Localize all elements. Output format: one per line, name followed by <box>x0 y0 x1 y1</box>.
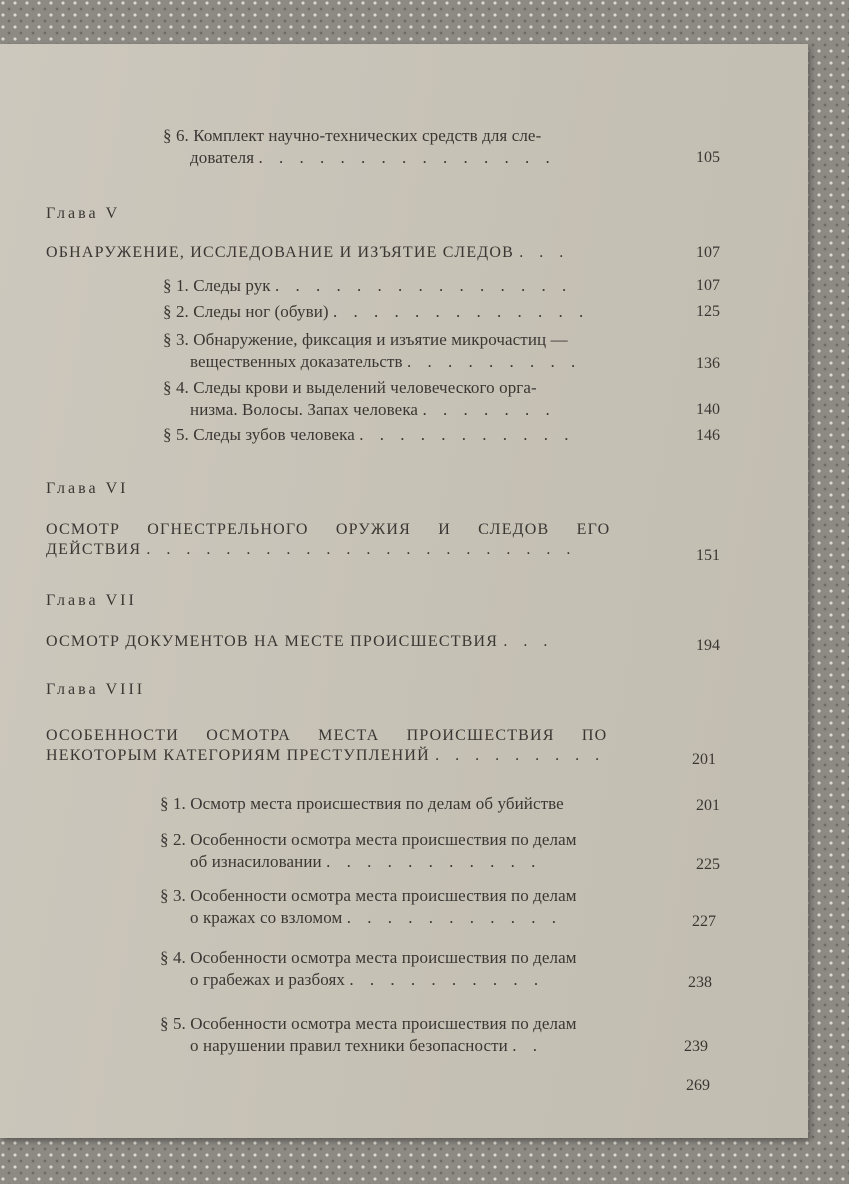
chapter-title-text: НЕКОТОРЫМ КАТЕГОРИЯМ ПРЕСТУПЛЕНИЙ <box>46 747 430 764</box>
toc-entry-text: § 2. Следы ног (обуви) <box>163 302 329 321</box>
leader-dots: . . . . . . . . . . . . . <box>333 302 590 321</box>
leader-dots: . . . . . . . . . . <box>349 970 545 989</box>
chapter-title-text: ДЕЙСТВИЯ <box>46 541 142 558</box>
toc-entry-text: вещественных доказательств <box>190 352 403 371</box>
chapter-label: Глава VI <box>46 480 129 497</box>
table-of-contents <box>0 44 808 1138</box>
toc-entry-line <box>163 276 572 296</box>
page-ref: 136 <box>696 355 720 372</box>
leader-dots: . . . . . . . . . . . . . . . <box>275 276 573 295</box>
page-ref: 239 <box>684 1038 708 1055</box>
toc-entry-line <box>190 970 544 990</box>
book-page <box>0 44 808 1138</box>
page-ref: 201 <box>696 797 720 814</box>
toc-entry-line <box>163 425 574 445</box>
chapter-title-text: ОБНАРУЖЕНИЕ, ИССЛЕДОВАНИЕ И ИЗЪЯТИЕ СЛЕДОВ <box>46 244 515 261</box>
chapter-title <box>46 632 553 652</box>
page-ref: 105 <box>696 149 720 166</box>
toc-entry-line: § 1. Осмотр места происшествия по делам об убийстве <box>160 794 564 813</box>
leader-dots: . . . . . . . . . <box>407 352 582 371</box>
leader-dots: . . . . . . . . . <box>435 747 606 764</box>
toc-entry-line <box>190 908 562 928</box>
page-ref: 201 <box>692 751 716 768</box>
chapter-title <box>46 243 569 263</box>
page-ref: 107 <box>696 277 720 294</box>
toc-entry-line <box>190 352 581 372</box>
page-ref: 194 <box>696 637 720 654</box>
chapter-label: Глава VIII <box>46 681 146 698</box>
page-ref: 140 <box>696 401 720 418</box>
page-ref: 238 <box>688 974 712 991</box>
chapter-title: ОСОБЕННОСТИ ОСМОТРА МЕСТА ПРОИСШЕСТВИЯ ПО <box>46 727 608 744</box>
leader-dots: . . . <box>503 633 554 650</box>
page-ref: 151 <box>696 547 720 564</box>
toc-entry-line <box>190 1036 543 1056</box>
toc-entry-line: § 6. Комплект научно-технических средств для сле- <box>163 126 542 145</box>
chapter-title-text: ОСМОТР ДОКУМЕНТОВ НА МЕСТЕ ПРОИСШЕСТВИЯ <box>46 633 499 650</box>
page-ref: 225 <box>696 856 720 873</box>
toc-entry-line <box>190 148 556 168</box>
chapter-title <box>46 746 605 766</box>
toc-entry-text: о нарушении правил техники безопасности <box>190 1036 508 1055</box>
leader-dots: . . . . . . . . . . . <box>326 852 542 871</box>
leader-dots: . . . . . . . . . . . <box>346 908 562 927</box>
toc-entry-line <box>190 852 541 872</box>
toc-entry-text: о грабежах и разбоях <box>190 970 346 989</box>
toc-entry-text: о кражах со взломом <box>190 908 343 927</box>
leader-dots: . . <box>512 1036 543 1055</box>
leader-dots: . . . <box>519 244 570 261</box>
toc-entry-text: § 1. Следы рук <box>163 276 271 295</box>
toc-entry-line: § 2. Особенности осмотра места происшествия по делам <box>160 830 577 849</box>
toc-entry-text: об изнасиловании <box>190 852 322 871</box>
toc-entry-text: дователя <box>190 148 255 167</box>
leader-dots: . . . . . . . . . . . . . . . . . . . . . . <box>146 541 577 558</box>
leader-dots: . . . . . . . . . . . . . . . <box>258 148 556 167</box>
chapter-label: Глава V <box>46 205 121 222</box>
toc-entry-line: § 4. Особенности осмотра места происшествия по делам <box>160 948 577 967</box>
toc-entry-text: § 5. Следы зубов человека <box>163 425 355 444</box>
page-number: 269 <box>686 1077 710 1094</box>
leader-dots: . . . . . . . <box>422 400 556 419</box>
toc-entry-line <box>163 302 589 322</box>
toc-entry-line: § 3. Обнаружение, фиксация и изъятие микрочастиц — <box>163 330 568 349</box>
toc-entry-line: § 4. Следы крови и выделений человеческого орга- <box>163 378 537 397</box>
chapter-title: ОСМОТР ОГНЕСТРЕЛЬНОГО ОРУЖИЯ И СЛЕДОВ ЕГО <box>46 521 611 538</box>
page-ref: 125 <box>696 303 720 320</box>
toc-entry-line: § 5. Особенности осмотра места происшествия по делам <box>160 1014 577 1033</box>
page-ref: 227 <box>692 913 716 930</box>
page-ref: 146 <box>696 427 720 444</box>
toc-entry-line <box>190 400 556 420</box>
toc-entry-text: низма. Волосы. Запах человека <box>190 400 419 419</box>
page-ref: 107 <box>696 244 720 261</box>
chapter-title <box>46 540 576 560</box>
chapter-label: Глава VII <box>46 592 137 609</box>
leader-dots: . . . . . . . . . . . <box>359 425 575 444</box>
toc-entry-line: § 3. Особенности осмотра места происшествия по делам <box>160 886 577 905</box>
